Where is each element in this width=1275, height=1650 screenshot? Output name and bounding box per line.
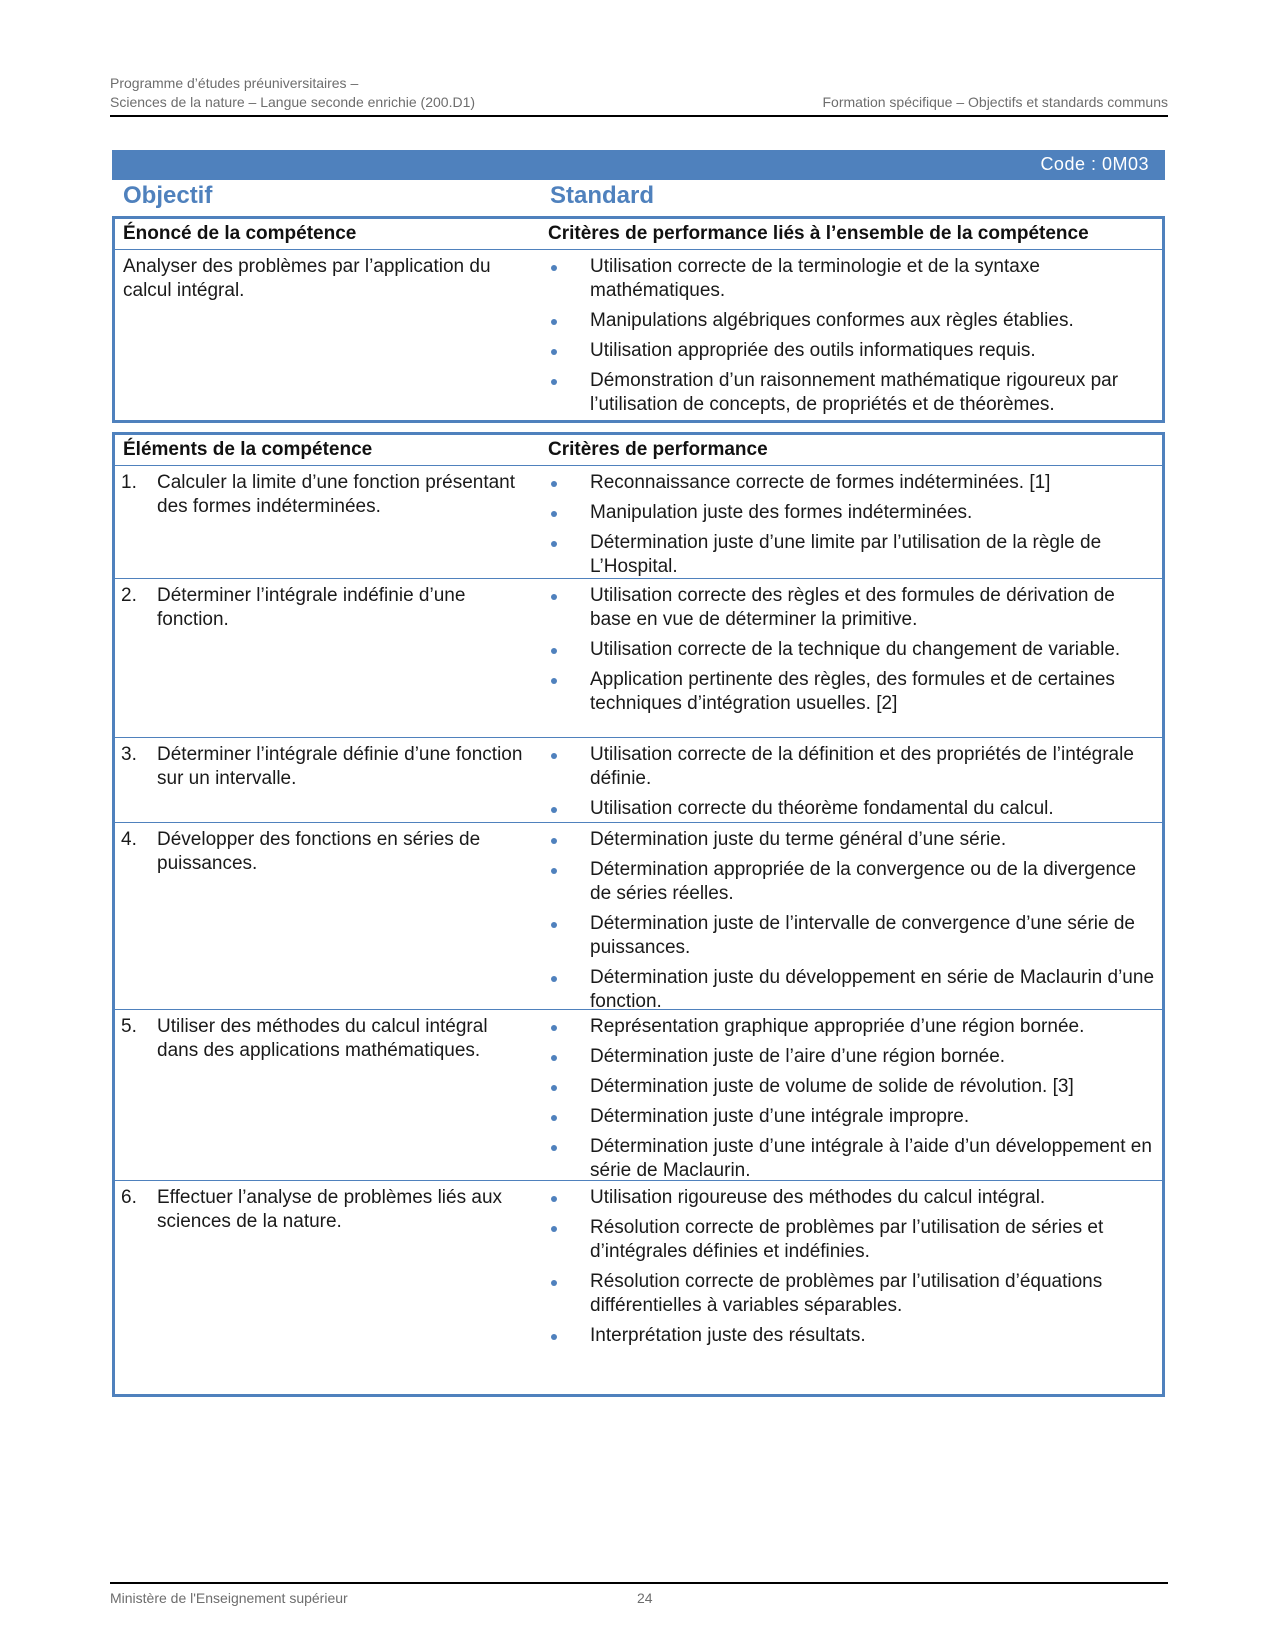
header-section-title: Formation spécifique – Objectifs et standards communs [822, 94, 1168, 110]
bullet-icon [551, 753, 557, 759]
element-row [115, 1181, 1162, 1345]
performance-criteria-header: Critères de performance [548, 439, 768, 460]
bullet-icon [551, 1226, 557, 1232]
code-bar [112, 150, 1165, 180]
bullet-icon [551, 1115, 557, 1121]
bullet-icon [551, 265, 557, 271]
criterion-item: Résolution correcte de problèmes par l’utilisation d’équations différentielles à variables séparables. [546, 1270, 1154, 1318]
bullet-icon [551, 1025, 557, 1031]
bullet-icon [551, 807, 557, 813]
bullet-icon [551, 379, 557, 385]
criterion-item: Interprétation juste des résultats. [546, 1324, 1154, 1348]
criterion-item: Détermination juste de l’aire d’une région bornée. [546, 1045, 1154, 1069]
element-number: 6. [121, 1187, 137, 1208]
footer-rule [110, 1582, 1168, 1584]
criteria-list [546, 743, 1154, 821]
criterion-item: Utilisation rigoureuse des méthodes du calcul intégral. [546, 1186, 1154, 1210]
section-labels [123, 182, 1163, 214]
element-row [115, 466, 1162, 579]
bullet-icon [551, 1055, 557, 1061]
element-text: Utiliser des méthodes du calcul intégral dans des applications mathématiques. [157, 1016, 488, 1061]
bullet-icon [551, 1145, 557, 1151]
criterion-item: Manipulation juste des formes indéterminées. [546, 501, 1154, 525]
criterion-item: Détermination juste d’une intégrale à l’aide d’un développement en série de Maclaurin. [546, 1135, 1154, 1183]
elements-header-row [115, 435, 1162, 466]
criterion-item: Détermination appropriée de la convergence ou de la divergence de séries réelles. [546, 858, 1154, 906]
bullet-icon [551, 1085, 557, 1091]
element-text: Déterminer l’intégrale indéfinie d’une fonction. [157, 585, 466, 630]
criterion-item: Utilisation correcte du théorème fondamental du calcul. [546, 797, 1154, 821]
element-number: 5. [121, 1016, 137, 1037]
competence-code: Code : 0M03 [1040, 154, 1149, 174]
criterion-item: Résolution correcte de problèmes par l’utilisation de séries et d’intégrales définies et indéfinies. [546, 1216, 1154, 1264]
bullet-icon [551, 349, 557, 355]
competence-table [112, 216, 1165, 423]
bullet-icon [551, 1334, 557, 1340]
criterion-item: Application pertinente des règles, des formules et de certaines techniques d’intégration usuelles. [2] [546, 668, 1154, 716]
element-text: Calculer la limite d’une fonction présentant des formes indéterminées. [157, 472, 516, 517]
criteria-list [546, 1186, 1154, 1348]
bullet-icon [551, 541, 557, 547]
bullet-icon [551, 1196, 557, 1202]
criterion-item: Détermination juste du développement en série de Maclaurin d’une fonction. [546, 966, 1154, 1014]
criterion-item: Utilisation correcte de la définition et des propriétés de l’intégrale définie. [546, 743, 1154, 791]
competence-criteria-list [546, 255, 1154, 417]
element-number: 4. [121, 829, 137, 850]
criterion-item: Manipulations algébriques conformes aux règles établies. [546, 309, 1154, 333]
criterion-item: Représentation graphique appropriée d’une région bornée. [546, 1015, 1154, 1039]
element-text: Développer des fonctions en séries de puissances. [157, 829, 481, 874]
criterion-item: Détermination juste de l’intervalle de convergence d’une série de puissances. [546, 912, 1154, 960]
competence-row [115, 250, 1162, 423]
element-number: 2. [121, 585, 137, 606]
bullet-icon [551, 1280, 557, 1286]
element-text: Effectuer l’analyse de problèmes liés aux sciences de la nature. [157, 1187, 503, 1232]
competence-criteria-cell [540, 250, 1162, 423]
criteria-list [546, 471, 1154, 579]
bullet-icon [551, 868, 557, 874]
criteria-list [546, 584, 1154, 716]
element-number: 1. [121, 472, 137, 493]
bullet-icon [551, 648, 557, 654]
bullet-icon [551, 976, 557, 982]
criterion-item: Utilisation correcte des règles et des formules de dérivation de base en vue de déterminer la primitive. [546, 584, 1154, 632]
bullet-icon [551, 481, 557, 487]
bullet-icon [551, 319, 557, 325]
criterion-item: Détermination juste du terme général d’une série. [546, 828, 1154, 852]
page-number: 24 [637, 1590, 653, 1606]
criterion-item: Utilisation correcte de la terminologie et de la syntaxe mathématiques. [546, 255, 1154, 303]
element-row [115, 738, 1162, 823]
competence-header-row [115, 219, 1162, 250]
element-row [115, 579, 1162, 738]
bullet-icon [551, 678, 557, 684]
bullet-icon [551, 511, 557, 517]
footer-organization: Ministère de l'Enseignement supérieur [110, 1590, 348, 1606]
criterion-item: Utilisation appropriée des outils informatiques requis. [546, 339, 1154, 363]
criteria-list [546, 1015, 1154, 1183]
criterion-item: Détermination juste d’une intégrale impropre. [546, 1105, 1154, 1129]
element-row [115, 823, 1162, 1010]
criterion-item: Reconnaissance correcte de formes indéterminées. [1] [546, 471, 1154, 495]
criterion-item: Démonstration d’un raisonnement mathématique rigoureux par l’utilisation de concepts, de propriétés et de théorèmes. [546, 369, 1154, 417]
criterion-item: Détermination juste d’une limite par l’utilisation de la règle de L’Hospital. [546, 531, 1154, 579]
elements-table [112, 432, 1165, 1397]
competence-criteria-header: Critères de performance liés à l’ensemble de la compétence [548, 223, 1089, 244]
page-header [110, 74, 1168, 112]
competence-statement-header: Énoncé de la compétence [123, 223, 357, 244]
criteria-list [546, 828, 1154, 1014]
standard-label: Standard [550, 182, 655, 209]
elements-header: Éléments de la compétence [123, 439, 373, 460]
bullet-icon [551, 922, 557, 928]
criterion-item: Détermination juste de volume de solide de révolution. [3] [546, 1075, 1154, 1099]
header-program-title: Sciences de la nature – Langue seconde enrichie (200.D1) [110, 94, 476, 110]
criterion-item: Utilisation correcte de la technique du changement de variable. [546, 638, 1154, 662]
header-program-line: Programme d’études préuniversitaires – [110, 75, 359, 91]
bullet-icon [551, 838, 557, 844]
element-number: 3. [121, 744, 137, 765]
header-rule [110, 115, 1168, 117]
element-row [115, 1010, 1162, 1181]
element-text: Déterminer l’intégrale définie d’une fonction sur un intervalle. [157, 744, 523, 789]
competence-statement: Analyser des problèmes par l’application du calcul intégral. [123, 256, 491, 301]
bullet-icon [551, 594, 557, 600]
objectif-label: Objectif [123, 182, 213, 209]
